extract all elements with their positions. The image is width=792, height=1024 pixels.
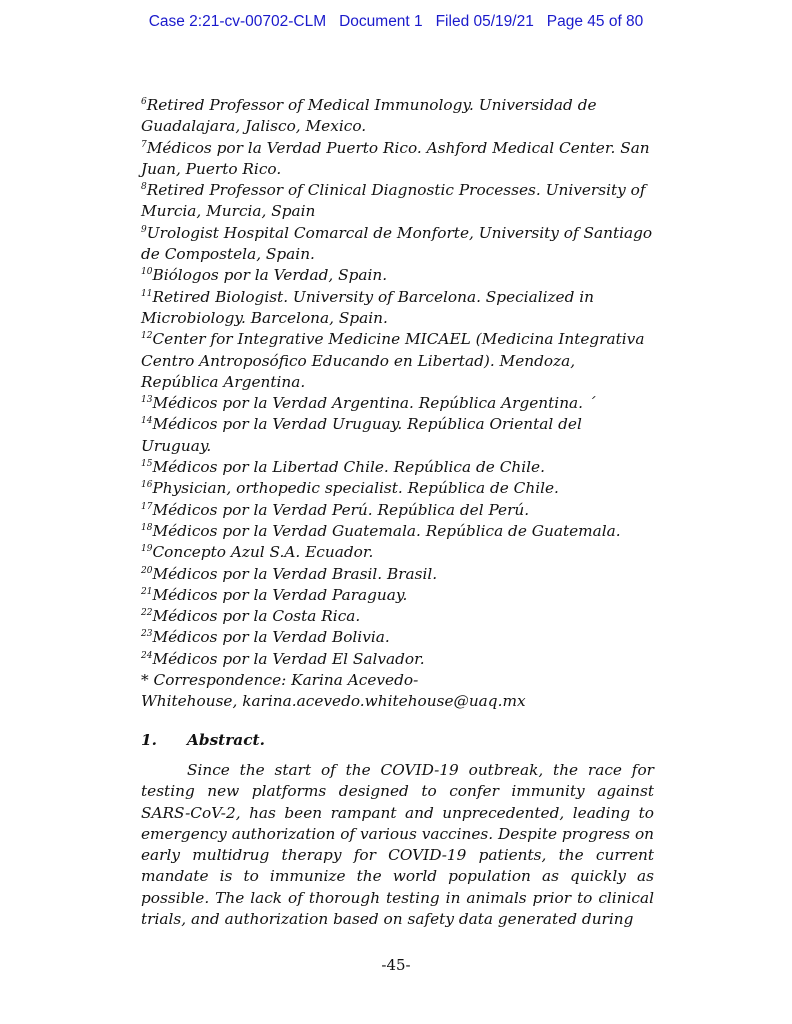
- affiliation-text: Médicos por la Costa Rica.: [152, 607, 361, 626]
- affiliation-text: Uruguay.: [141, 436, 212, 455]
- affiliation-line: [141, 500, 661, 521]
- affiliation-text: Microbiology. Barcelona, Spain.: [141, 308, 388, 327]
- affiliation-number: 16: [141, 480, 153, 491]
- section-title: Abstract.: [187, 731, 265, 749]
- affiliation-number: 23: [141, 629, 153, 640]
- affiliation-line: [141, 265, 661, 286]
- affiliation-text: Médicos por la Verdad Bolivia.: [152, 628, 390, 647]
- affiliation-text: Médicos por la Verdad Uruguay. República Oriental del: [152, 415, 582, 434]
- affiliation-number: 14: [141, 416, 153, 427]
- correspondence-line: * Correspondence: Karina Acevedo-: [141, 671, 419, 690]
- affiliation-text: Murcia, Murcia, Spain: [141, 202, 316, 221]
- affiliation-text: Urologist Hospital Comarcal de Monforte, University of Santiago: [146, 223, 653, 242]
- affiliation-number: 12: [141, 331, 153, 342]
- affiliation-text: Retired Professor of Clinical Diagnostic Processes. University of: [146, 181, 646, 200]
- affiliation-number: 17: [141, 501, 153, 512]
- affiliation-text: Center for Integrative Medicine MICAEL (Medicina Integrativa: [152, 330, 645, 349]
- affiliation-text: de Compostela, Spain.: [141, 245, 315, 264]
- affiliation-text: Médicos por la Verdad Brasil. Brasil.: [152, 564, 438, 583]
- affiliation-line: [141, 649, 661, 670]
- affiliation-number: 21: [141, 586, 153, 597]
- affiliation-text: Guadalajara, Jalisco, Mexico.: [141, 117, 367, 136]
- affiliation-text: Juan, Puerto Rico.: [141, 159, 282, 178]
- affiliation-line: [141, 351, 661, 372]
- section-number: 1.: [141, 731, 157, 749]
- document-number: Document 1: [339, 13, 423, 30]
- affiliation-text: Médicos por la Libertad Chile. República de Chile.: [152, 458, 545, 477]
- affiliation-text: Biólogos por la Verdad, Spain.: [152, 266, 388, 285]
- affiliation-line: [141, 329, 661, 350]
- affiliation-number: 11: [141, 288, 153, 299]
- affiliation-number: 13: [141, 395, 153, 406]
- affiliation-number: 9: [141, 224, 147, 235]
- affiliation-line: [141, 223, 661, 244]
- affiliation-number: 19: [141, 544, 153, 555]
- affiliation-line: [141, 159, 661, 180]
- affiliation-line: [141, 244, 661, 265]
- affiliation-line: [141, 521, 661, 542]
- affiliation-line: [141, 414, 661, 435]
- affiliation-line: [141, 95, 661, 116]
- affiliation-number: 8: [141, 182, 147, 193]
- affiliation-text: Médicos por la Verdad Guatemala. República de Guatemala.: [152, 521, 621, 540]
- filed-date: Filed 05/19/21: [435, 13, 534, 30]
- affiliation-line: [141, 138, 661, 159]
- affiliation-number: 24: [141, 650, 153, 661]
- affiliation-text: Retired Biologist. University of Barcelona. Specialized in: [152, 287, 594, 306]
- affiliation-text: Médicos por la Verdad Paraguay.: [152, 585, 408, 604]
- affiliation-number: 20: [141, 565, 153, 576]
- affiliation-line: [141, 372, 661, 393]
- affiliation-text: Médicos por la Verdad Perú. República del Perú.: [152, 500, 530, 519]
- case-number: Case 2:21-cv-00702-CLM: [148, 13, 327, 30]
- affiliation-text: Retired Professor of Medical Immunology. Universidad de: [146, 96, 597, 114]
- affiliation-text: Centro Antroposófico Educando en Libertad). Mendoza,: [141, 351, 576, 370]
- affiliation-text: Physician, orthopedic specialist. República de Chile.: [152, 479, 559, 498]
- affiliation-text: Concepto Azul S.A. Ecuador.: [152, 543, 374, 562]
- affiliation-number: 22: [141, 608, 153, 619]
- affiliation-text: República Argentina.: [141, 372, 306, 391]
- affiliation-number: 7: [141, 139, 147, 150]
- abstract-paragraph: Since the start of the COVID-19 outbreak, the race for testing new platforms designed to confer immunity against SARS-CoV-2, has been rampant and unprecedented, leading to emergency authorization of various vaccines. Despite progress on early multidrug therapy for COVID-19 patients, the current mandate is to immunize the world population as quickly as possible. The lack of thorough testing in animals prior to clinical trials, and authorization based on safety data generated during: [141, 761, 654, 929]
- affiliation-line: [141, 585, 661, 606]
- affiliation-line: [141, 201, 661, 222]
- affiliation-number: 10: [141, 267, 153, 278]
- affiliation-list: [141, 95, 661, 713]
- affiliation-number: 15: [141, 459, 153, 470]
- affiliation-line: [141, 180, 661, 201]
- affiliation-line: [141, 308, 661, 329]
- affiliation-line: [141, 116, 661, 137]
- section-heading: [141, 731, 265, 749]
- correspondence-line: Whitehouse, karina.acevedo.whitehouse@uaq.mx: [141, 692, 526, 711]
- affiliation-line: [141, 564, 661, 585]
- affiliation-text: Médicos por la Verdad Argentina. República Argentina. ´: [152, 394, 596, 413]
- affiliation-line: [141, 457, 661, 478]
- affiliation-line: [141, 478, 661, 499]
- affiliation-line: [141, 393, 661, 414]
- affiliation-line: [141, 287, 661, 308]
- affiliation-line: [141, 627, 661, 648]
- affiliation-line: [141, 436, 661, 457]
- affiliation-number: 6: [141, 97, 147, 107]
- affiliation-line: [141, 542, 661, 563]
- page-number: -45-: [381, 956, 411, 974]
- page-count: Page 45 of 80: [546, 13, 644, 30]
- case-header: [0, 13, 792, 31]
- affiliation-number: 18: [141, 522, 153, 533]
- affiliation-text: Médicos por la Verdad Puerto Rico. Ashford Medical Center. San: [146, 138, 650, 157]
- affiliation-line: [141, 606, 661, 627]
- affiliation-text: Médicos por la Verdad El Salvador.: [152, 649, 425, 668]
